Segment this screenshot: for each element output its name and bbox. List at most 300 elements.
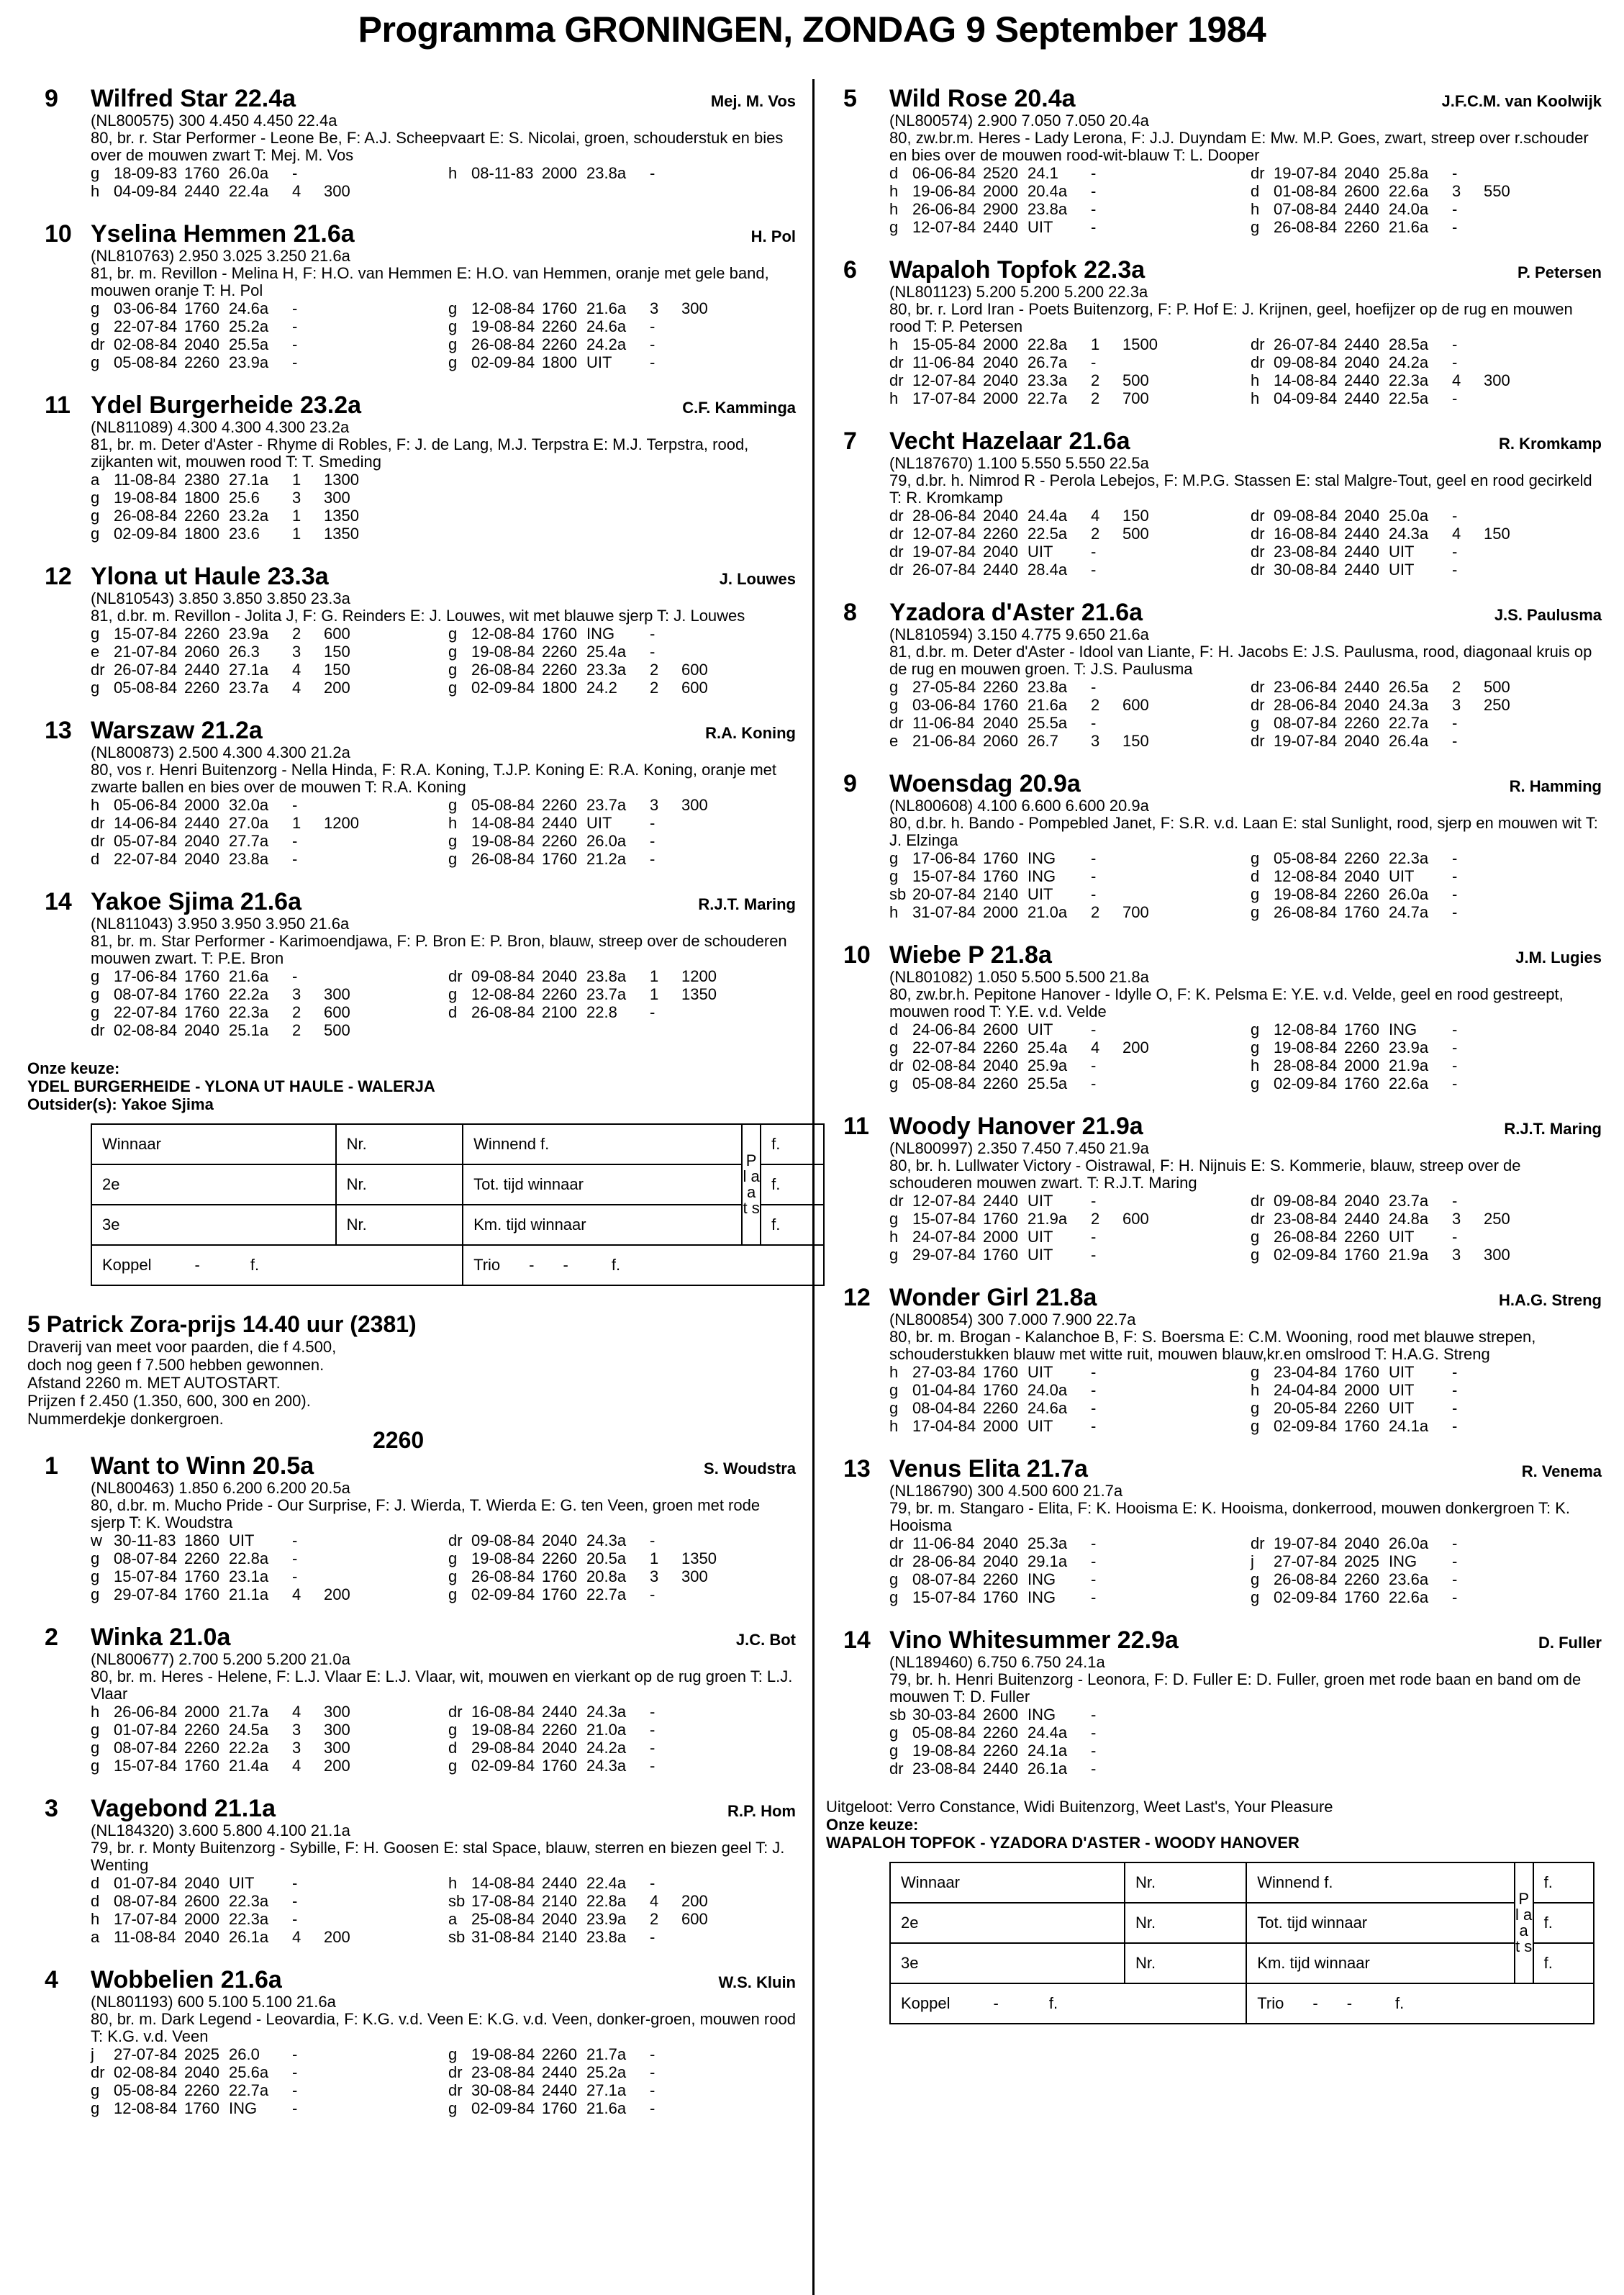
- history-cell: 1760: [1344, 1588, 1379, 1606]
- history-cell: [1484, 1706, 1534, 1724]
- history-cell: [471, 489, 542, 507]
- history-cell: 1760: [983, 867, 1018, 885]
- history-cell: [1122, 1417, 1173, 1435]
- history-cell: -: [650, 335, 656, 353]
- history-cell: [374, 317, 396, 335]
- history-cell: 2440: [983, 1760, 1018, 1778]
- history-cell: 22.8: [586, 1003, 617, 1021]
- history-cell: 2440: [1344, 200, 1379, 218]
- history-cell: [374, 1739, 396, 1757]
- history-cell: 26.1a: [229, 1928, 269, 1946]
- history-cell: [1534, 1724, 1556, 1742]
- history-cell: dr: [1251, 732, 1265, 750]
- history-cell: [1122, 1706, 1173, 1724]
- history-row: [1251, 335, 1602, 353]
- history-cell: g: [889, 1399, 899, 1417]
- history-cell: [1251, 1742, 1274, 1760]
- history-cell: -: [292, 1892, 298, 1910]
- history-cell: h: [1251, 1056, 1260, 1074]
- history-cell: 2000: [983, 1417, 1018, 1435]
- history-cell: [1173, 1228, 1194, 1246]
- race-history: [91, 625, 796, 697]
- history-cell: 2140: [542, 1892, 577, 1910]
- history-cell: sb: [448, 1892, 466, 1910]
- history-cell: d: [91, 1874, 100, 1892]
- history-cell: 23-08-84: [912, 1760, 976, 1778]
- history-cell: [732, 850, 753, 868]
- history-cell: [374, 2045, 396, 2063]
- history-cell: 2: [292, 1021, 301, 1039]
- history-cell: [1534, 561, 1556, 579]
- history-row: [448, 1531, 796, 1549]
- entry-number: 6: [843, 256, 857, 284]
- history-cell: -: [292, 317, 298, 335]
- history-cell: [1452, 1706, 1484, 1724]
- history-cell: UIT: [1028, 543, 1053, 561]
- outsider-line: Outsider(s): Yakoe Sjima: [27, 1095, 214, 1113]
- history-row: [91, 489, 438, 507]
- history-cell: 23.2a: [229, 507, 269, 525]
- history-cell: 1760: [983, 1210, 1018, 1228]
- history-cell: 09-08-84: [471, 967, 535, 985]
- history-cell: [1122, 1552, 1173, 1570]
- history-cell: g: [1251, 1020, 1260, 1038]
- history-row: [1251, 1246, 1602, 1264]
- history-cell: [681, 1531, 732, 1549]
- form-cell: f.: [1533, 1862, 1594, 1903]
- history-row: [889, 1399, 1240, 1417]
- history-cell: [1534, 1020, 1556, 1038]
- history-cell: 2: [292, 1003, 301, 1021]
- history-cell: 26-08-84: [1274, 1228, 1338, 1246]
- history-row: [91, 1549, 438, 1567]
- history-cell: [324, 2045, 374, 2063]
- history-cell: [1173, 200, 1194, 218]
- history-cell: h: [889, 1363, 899, 1381]
- history-row: [91, 1928, 438, 1946]
- history-cell: 2040: [1344, 1192, 1379, 1210]
- history-cell: UIT: [1028, 1246, 1053, 1264]
- history-row: [448, 967, 796, 985]
- history-row: [889, 1210, 1240, 1228]
- history-cell: 1760: [983, 1588, 1018, 1606]
- race-line: Afstand 2260 m. MET AUTOSTART.: [27, 1374, 281, 1392]
- dash: -: [1346, 1994, 1353, 2012]
- history-cell: 19-08-84: [471, 2045, 535, 2063]
- history-cell: -: [292, 2081, 298, 2099]
- history-cell: h: [889, 903, 899, 921]
- history-cell: dr: [1251, 353, 1265, 371]
- driver-name: R. Kromkamp: [1498, 435, 1602, 453]
- history-cell: [732, 1549, 753, 1567]
- f-label: f.: [1395, 1994, 1405, 2012]
- history-cell: 2440: [1344, 389, 1379, 407]
- history-cell: [732, 967, 753, 985]
- entry-number: 12: [843, 1284, 871, 1311]
- history-cell: 2260: [983, 525, 1018, 543]
- driver-name: R.J.T. Maring: [1504, 1120, 1602, 1138]
- history-cell: 1800: [542, 679, 577, 697]
- history-cell: -: [292, 335, 298, 353]
- history-cell: 2040: [983, 543, 1018, 561]
- history-cell: 19-08-84: [471, 317, 535, 335]
- history-cell: -: [292, 967, 298, 985]
- history-cell: [374, 850, 396, 868]
- history-cell: [374, 625, 396, 643]
- history-cell: [1534, 335, 1556, 353]
- history-cell: 1760: [542, 2099, 577, 2117]
- history-cell: 300: [681, 299, 708, 317]
- history-cell: 05-07-84: [114, 832, 178, 850]
- race-history: [91, 1531, 796, 1603]
- history-cell: [732, 1567, 753, 1585]
- history-cell: 15-07-84: [912, 1588, 976, 1606]
- history-cell: [681, 1928, 732, 1946]
- trio-label: Trio: [1257, 1994, 1284, 2012]
- history-cell: 19-07-84: [1274, 1534, 1338, 1552]
- history-cell: [650, 489, 681, 507]
- history-cell: -: [1452, 1192, 1458, 1210]
- history-cell: -: [1091, 885, 1097, 903]
- history-cell: 22.8a: [586, 1892, 627, 1910]
- koppel-cell: [91, 1245, 463, 1285]
- history-cell: [374, 299, 396, 317]
- history-cell: d: [91, 850, 100, 868]
- history-cell: -: [1091, 1742, 1097, 1760]
- f-label: f.: [611, 1256, 621, 1274]
- horse-entry: [27, 563, 796, 697]
- entry-header: [889, 1284, 1602, 1311]
- history-cell: [542, 1021, 586, 1039]
- history-row: [448, 353, 796, 371]
- history-cell: 1: [292, 814, 301, 832]
- history-cell: 23.1a: [229, 1567, 269, 1585]
- history-row: [889, 849, 1240, 867]
- history-cell: [1534, 849, 1556, 867]
- history-cell: -: [292, 164, 298, 182]
- history-cell: d: [448, 1003, 458, 1021]
- entry-number: 13: [843, 1455, 871, 1483]
- earnings-line: (NL800997) 2.350 7.450 7.450 21.9a: [889, 1139, 1149, 1157]
- history-cell: [374, 1721, 396, 1739]
- history-cell: -: [1452, 561, 1458, 579]
- history-cell: [1173, 1192, 1194, 1210]
- race-history: [889, 1192, 1602, 1264]
- history-row: [1251, 353, 1602, 371]
- history-cell: dr: [889, 353, 904, 371]
- history-cell: 2060: [983, 732, 1018, 750]
- history-cell: [324, 2063, 374, 2081]
- history-row: [448, 1910, 796, 1928]
- history-cell: 25.6a: [229, 2063, 269, 2081]
- history-cell: -: [1452, 1074, 1458, 1092]
- history-row: [889, 714, 1240, 732]
- history-cell: ING: [1028, 1570, 1056, 1588]
- history-cell: [1484, 867, 1534, 885]
- form-cell: Winnaar: [890, 1862, 1125, 1903]
- horse-entry: [27, 888, 796, 1039]
- koppel-label: Koppel: [901, 1994, 951, 2012]
- history-row: [91, 1721, 438, 1739]
- history-cell: 2: [1452, 678, 1461, 696]
- history-cell: [732, 814, 753, 832]
- form-cell: Winnend f.: [1246, 1862, 1514, 1903]
- history-cell: [1484, 1399, 1534, 1417]
- history-cell: 22.3a: [1389, 849, 1429, 867]
- history-cell: [732, 679, 753, 697]
- history-cell: 2025: [1344, 1552, 1379, 1570]
- history-cell: -: [650, 1874, 656, 1892]
- history-cell: 2040: [184, 2063, 219, 2081]
- history-cell: [1534, 164, 1556, 182]
- history-cell: 19-08-84: [471, 832, 535, 850]
- history-cell: -: [1091, 218, 1097, 236]
- history-cell: [681, 643, 732, 661]
- history-row: [1251, 1228, 1602, 1246]
- history-cell: g: [91, 1549, 100, 1567]
- history-row: [889, 1724, 1240, 1742]
- history-cell: dr: [1251, 164, 1265, 182]
- entry-header: [889, 599, 1602, 626]
- history-cell: [542, 489, 586, 507]
- horse-description: 81, d.br. m. Revillon - Jolita J, F: G. Reinders E: J. Louwes, wit met blauwe sjerp T: J. Louwes: [91, 607, 745, 625]
- history-cell: [732, 661, 753, 679]
- driver-name: R.P. Hom: [727, 1802, 796, 1820]
- entry-number: 3: [45, 1795, 58, 1822]
- history-cell: [324, 335, 374, 353]
- history-cell: 300: [324, 1721, 350, 1739]
- history-cell: [681, 1721, 732, 1739]
- history-cell: [650, 1021, 681, 1039]
- history-cell: -: [292, 2063, 298, 2081]
- history-cell: 11-08-84: [114, 1928, 176, 1946]
- history-cell: UIT: [1389, 1381, 1415, 1399]
- history-cell: [732, 1585, 753, 1603]
- history-cell: 2260: [1344, 1228, 1379, 1246]
- history-cell: -: [650, 1585, 656, 1603]
- history-cell: [324, 967, 374, 985]
- history-cell: 25.8a: [1389, 164, 1429, 182]
- form-cell: Nr.: [336, 1205, 463, 1245]
- history-cell: 22.3a: [1389, 371, 1429, 389]
- history-cell: ING: [586, 625, 615, 643]
- history-row: [889, 182, 1240, 200]
- history-cell: 09-08-84: [471, 1531, 535, 1549]
- entry-header: [889, 427, 1602, 455]
- race-history: [91, 1874, 796, 1946]
- history-cell: [324, 1892, 374, 1910]
- history-cell: 600: [681, 1910, 708, 1928]
- history-cell: -: [650, 832, 656, 850]
- history-cell: 27-03-84: [912, 1363, 976, 1381]
- horse-description: 81, d.br. m. Deter d'Aster - Idool van Liante, F: H. Jacobs E: J.S. Paulusma, rood, diagonaal kruis op de rug en mouwen groen. T: J.S. Paulusma: [889, 643, 1592, 678]
- history-cell: -: [1091, 1381, 1097, 1399]
- history-cell: 22.8a: [1028, 335, 1068, 353]
- history-cell: [374, 796, 396, 814]
- history-cell: 300: [1484, 1246, 1510, 1264]
- history-cell: [1484, 1570, 1534, 1588]
- history-cell: g: [448, 643, 458, 661]
- history-cell: -: [1452, 849, 1458, 867]
- history-cell: 16-08-84: [471, 1703, 535, 1721]
- history-cell: 26-08-84: [114, 507, 178, 525]
- earnings-line: (NL184320) 3.600 5.800 4.100 21.1a: [91, 1821, 350, 1839]
- history-cell: 19-07-84: [1274, 164, 1338, 182]
- history-cell: 2040: [983, 1056, 1018, 1074]
- history-row: [91, 985, 438, 1003]
- history-cell: a: [448, 1910, 458, 1928]
- history-cell: [1534, 732, 1556, 750]
- history-cell: [681, 2081, 732, 2099]
- history-row: [448, 1703, 796, 1721]
- history-cell: 2260: [184, 507, 219, 525]
- history-cell: [732, 2099, 753, 2117]
- history-cell: 22.2a: [229, 1739, 269, 1757]
- history-cell: 1760: [1344, 1074, 1379, 1092]
- history-cell: g: [1251, 1246, 1260, 1264]
- history-cell: h: [91, 796, 100, 814]
- race-history: [91, 967, 796, 1039]
- keuze-line: WAPALOH TOPFOK - YZADORA D'ASTER - WOODY HANOVER: [826, 1834, 1299, 1852]
- history-row: [1251, 218, 1602, 236]
- history-cell: 12-08-84: [471, 625, 535, 643]
- history-cell: g: [448, 1721, 458, 1739]
- history-cell: 02-08-84: [114, 1021, 178, 1039]
- history-cell: -: [1452, 353, 1458, 371]
- history-row: [889, 1192, 1240, 1210]
- earnings-line: (NL810763) 2.950 3.025 3.250 21.6a: [91, 247, 350, 265]
- history-cell: dr: [448, 2081, 463, 2099]
- history-cell: 01-07-84: [114, 1721, 178, 1739]
- history-cell: -: [292, 2099, 298, 2117]
- history-cell: -: [292, 1549, 298, 1567]
- history-cell: 21.0a: [1028, 903, 1068, 921]
- history-cell: 23-08-84: [1274, 543, 1338, 561]
- history-cell: 3: [292, 643, 301, 661]
- entry-number: 5: [843, 85, 857, 112]
- history-cell: [374, 1703, 396, 1721]
- horse-description: 80, br. r. Lord Iran - Poets Buitenzorg, F: P. Hof E: J. Krijnen, geel, hoefijzer op de rug en mouwen rood T: P. Petersen: [889, 300, 1573, 335]
- history-cell: [1173, 371, 1194, 389]
- history-cell: sb: [889, 1706, 907, 1724]
- history-cell: g: [1251, 1588, 1260, 1606]
- history-cell: 2000: [983, 335, 1018, 353]
- uitgeloot-line: Uitgeloot: Verro Constance, Widi Buitenzorg, Weet Last's, Your Pleasure: [826, 1798, 1333, 1816]
- horse-description: 81, br. m. Star Performer - Karimoendjawa, F: P. Bron E: P. Bron, blauw, streep over de schouderen mouwen zwart. T: P.E. Bron: [91, 932, 787, 967]
- history-cell: 22.7a: [229, 2081, 269, 2099]
- history-cell: -: [650, 1703, 656, 1721]
- earnings-line: (NL810543) 3.850 3.850 3.850 23.3a: [91, 589, 350, 607]
- history-cell: [681, 317, 732, 335]
- history-cell: -: [1452, 1552, 1458, 1570]
- history-cell: 1760: [184, 985, 219, 1003]
- history-cell: [732, 1531, 753, 1549]
- history-cell: -: [650, 2099, 656, 2117]
- history-cell: 2040: [184, 1874, 219, 1892]
- history-cell: [1173, 867, 1194, 885]
- history-cell: 27-07-84: [114, 2045, 178, 2063]
- history-cell: dr: [1251, 507, 1265, 525]
- history-cell: 3: [650, 796, 659, 814]
- horse-description: 79, d.br. h. Nimrod R - Perola Lebejos, F: M.P.G. Stassen E: stal Malgre-Tout, geel en rood gecirkeld T: R. Kromkamp: [889, 471, 1592, 507]
- history-cell: g: [448, 985, 458, 1003]
- history-cell: 23.8a: [586, 164, 627, 182]
- history-cell: -: [1091, 164, 1097, 182]
- history-cell: 26.7: [1028, 732, 1058, 750]
- history-cell: -: [650, 1928, 656, 1946]
- history-cell: 26-08-84: [471, 1567, 535, 1585]
- history-cell: 20-07-84: [912, 885, 976, 903]
- history-cell: [1173, 1588, 1194, 1606]
- history-cell: 2040: [1344, 507, 1379, 525]
- history-cell: -: [650, 2045, 656, 2063]
- history-cell: -: [1452, 200, 1458, 218]
- history-cell: -: [1452, 1056, 1458, 1074]
- history-cell: [374, 1874, 396, 1892]
- horse-name: Vino Whitesummer 22.9a: [889, 1626, 1179, 1654]
- history-cell: 1760: [184, 164, 219, 182]
- history-cell: -: [1452, 1363, 1458, 1381]
- history-cell: 2520: [983, 164, 1018, 182]
- history-cell: [448, 489, 471, 507]
- history-cell: 14-08-84: [1274, 371, 1338, 389]
- history-cell: [1484, 1228, 1534, 1246]
- history-cell: g: [448, 832, 458, 850]
- history-cell: dr: [1251, 525, 1265, 543]
- history-cell: dr: [1251, 1210, 1265, 1228]
- history-cell: [732, 353, 753, 371]
- history-cell: 1200: [681, 967, 717, 985]
- history-row: [1251, 678, 1602, 696]
- history-cell: 31-07-84: [912, 903, 976, 921]
- history-row: [1251, 849, 1602, 867]
- history-cell: 500: [324, 1021, 350, 1039]
- history-row: [889, 353, 1240, 371]
- history-cell: 26.7a: [1028, 353, 1068, 371]
- history-cell: -: [1091, 543, 1097, 561]
- history-cell: 2260: [983, 1399, 1018, 1417]
- history-cell: 24.6a: [586, 317, 627, 335]
- history-cell: 28-08-84: [1274, 1056, 1338, 1074]
- history-cell: 24.1a: [1028, 1742, 1068, 1760]
- history-cell: 24.0a: [1389, 200, 1429, 218]
- history-cell: [1122, 1724, 1173, 1742]
- history-cell: 1760: [1344, 903, 1379, 921]
- history-cell: [1173, 849, 1194, 867]
- history-cell: 26.0a: [229, 164, 269, 182]
- history-cell: 08-04-84: [912, 1399, 976, 1417]
- history-cell: 1760: [184, 1003, 219, 1021]
- history-cell: g: [889, 696, 899, 714]
- history-cell: 26-06-84: [912, 200, 976, 218]
- history-cell: [681, 1021, 732, 1039]
- earnings-line: (NL801123) 5.200 5.200 5.200 22.3a: [889, 283, 1148, 301]
- horse-entry: [826, 427, 1602, 579]
- history-cell: 3: [650, 299, 659, 317]
- history-cell: 2260: [983, 678, 1018, 696]
- history-cell: [1484, 1588, 1534, 1606]
- history-row: [889, 1706, 1240, 1724]
- history-row: [1251, 164, 1602, 182]
- history-row: [1251, 371, 1602, 389]
- history-cell: [1173, 543, 1194, 561]
- history-cell: 2000: [1344, 1381, 1379, 1399]
- history-cell: 26-08-84: [1274, 218, 1338, 236]
- history-cell: dr: [889, 371, 904, 389]
- history-cell: 4: [292, 661, 301, 679]
- history-cell: 19-08-84: [912, 1742, 976, 1760]
- history-cell: [1534, 1074, 1556, 1092]
